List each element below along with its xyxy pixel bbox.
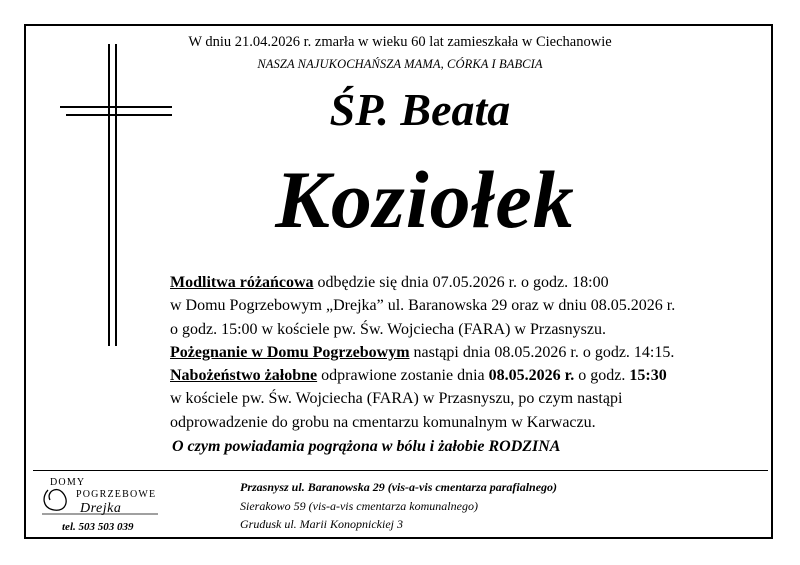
footer-divider xyxy=(33,470,768,471)
farewell-line: Pożegnanie w Domu Pogrzebowym nastąpi dnia 08.05.2026 r. o godz. 14:15. xyxy=(170,343,675,361)
details-line-7: odprowadzenie do grobu na cmentarzu komunalnym w Karwaczu. xyxy=(170,413,596,431)
details-line-2: w Domu Pogrzebowym „Drejka” ul. Baranowska 29 oraz w dniu 08.05.2026 r. xyxy=(170,297,676,315)
family-relation-line: NASZA NAJUKOCHAŃSZA MAMA, CÓRKA I BABCIA xyxy=(257,57,543,71)
closing-line: O czym powiadamia pogrążona w bólu i żałobie RODZINA xyxy=(172,438,561,455)
deceased-first-name: ŚP. Beata xyxy=(329,84,511,135)
rosary-line: Modlitwa różańcowa odbędzie się dnia 07.05.2026 r. o godz. 18:00 xyxy=(170,274,609,291)
death-notice-line: W dniu 21.04.2026 r. zmarła w wieku 60 lat zamieszkała w Ciechanowie xyxy=(188,34,612,50)
logo-text-drejka: Drejka xyxy=(80,501,122,516)
service-line: Nabożeństwo żałobne odprawione zostanie dnia 08.05.2026 r. o godz. 15:30 xyxy=(170,367,667,385)
phone-number: tel. 503 503 039 xyxy=(62,521,134,533)
funeral-details xyxy=(170,271,750,434)
service-time: 15:30 xyxy=(629,367,667,385)
rosary-label: Modlitwa różańcowa xyxy=(170,274,314,291)
service-label: Nabożeństwo żałobne xyxy=(170,367,318,385)
farewell-label: Pożegnanie w Domu Pogrzebowym xyxy=(170,343,410,361)
address-grudusk: Grudusk ul. Marii Konopnickiej 3 xyxy=(240,517,403,531)
address-przasnysz: Przasnysz ul. Baranowska 29 (vis-a-vis cmentarza parafialnego) xyxy=(240,480,558,494)
logo-text-pogrzebowe: POGRZEBOWE xyxy=(76,489,157,500)
details-line-6: w kościele pw. Św. Wojciecha (FARA) w Przasnyszu, po czym nastąpi xyxy=(170,390,623,408)
service-date: 08.05.2026 r. xyxy=(488,367,575,385)
details-line-3: o godz. 15:00 w kościele pw. Św. Wojciecha (FARA) w Przasnyszu. xyxy=(170,320,606,338)
deceased-last-name: Koziołek xyxy=(275,154,575,245)
logo-text-domy: DOMY xyxy=(50,477,86,488)
address-sierakowo: Sierakowo 59 (vis-a-vis cmentarza komunalnego) xyxy=(240,499,478,513)
